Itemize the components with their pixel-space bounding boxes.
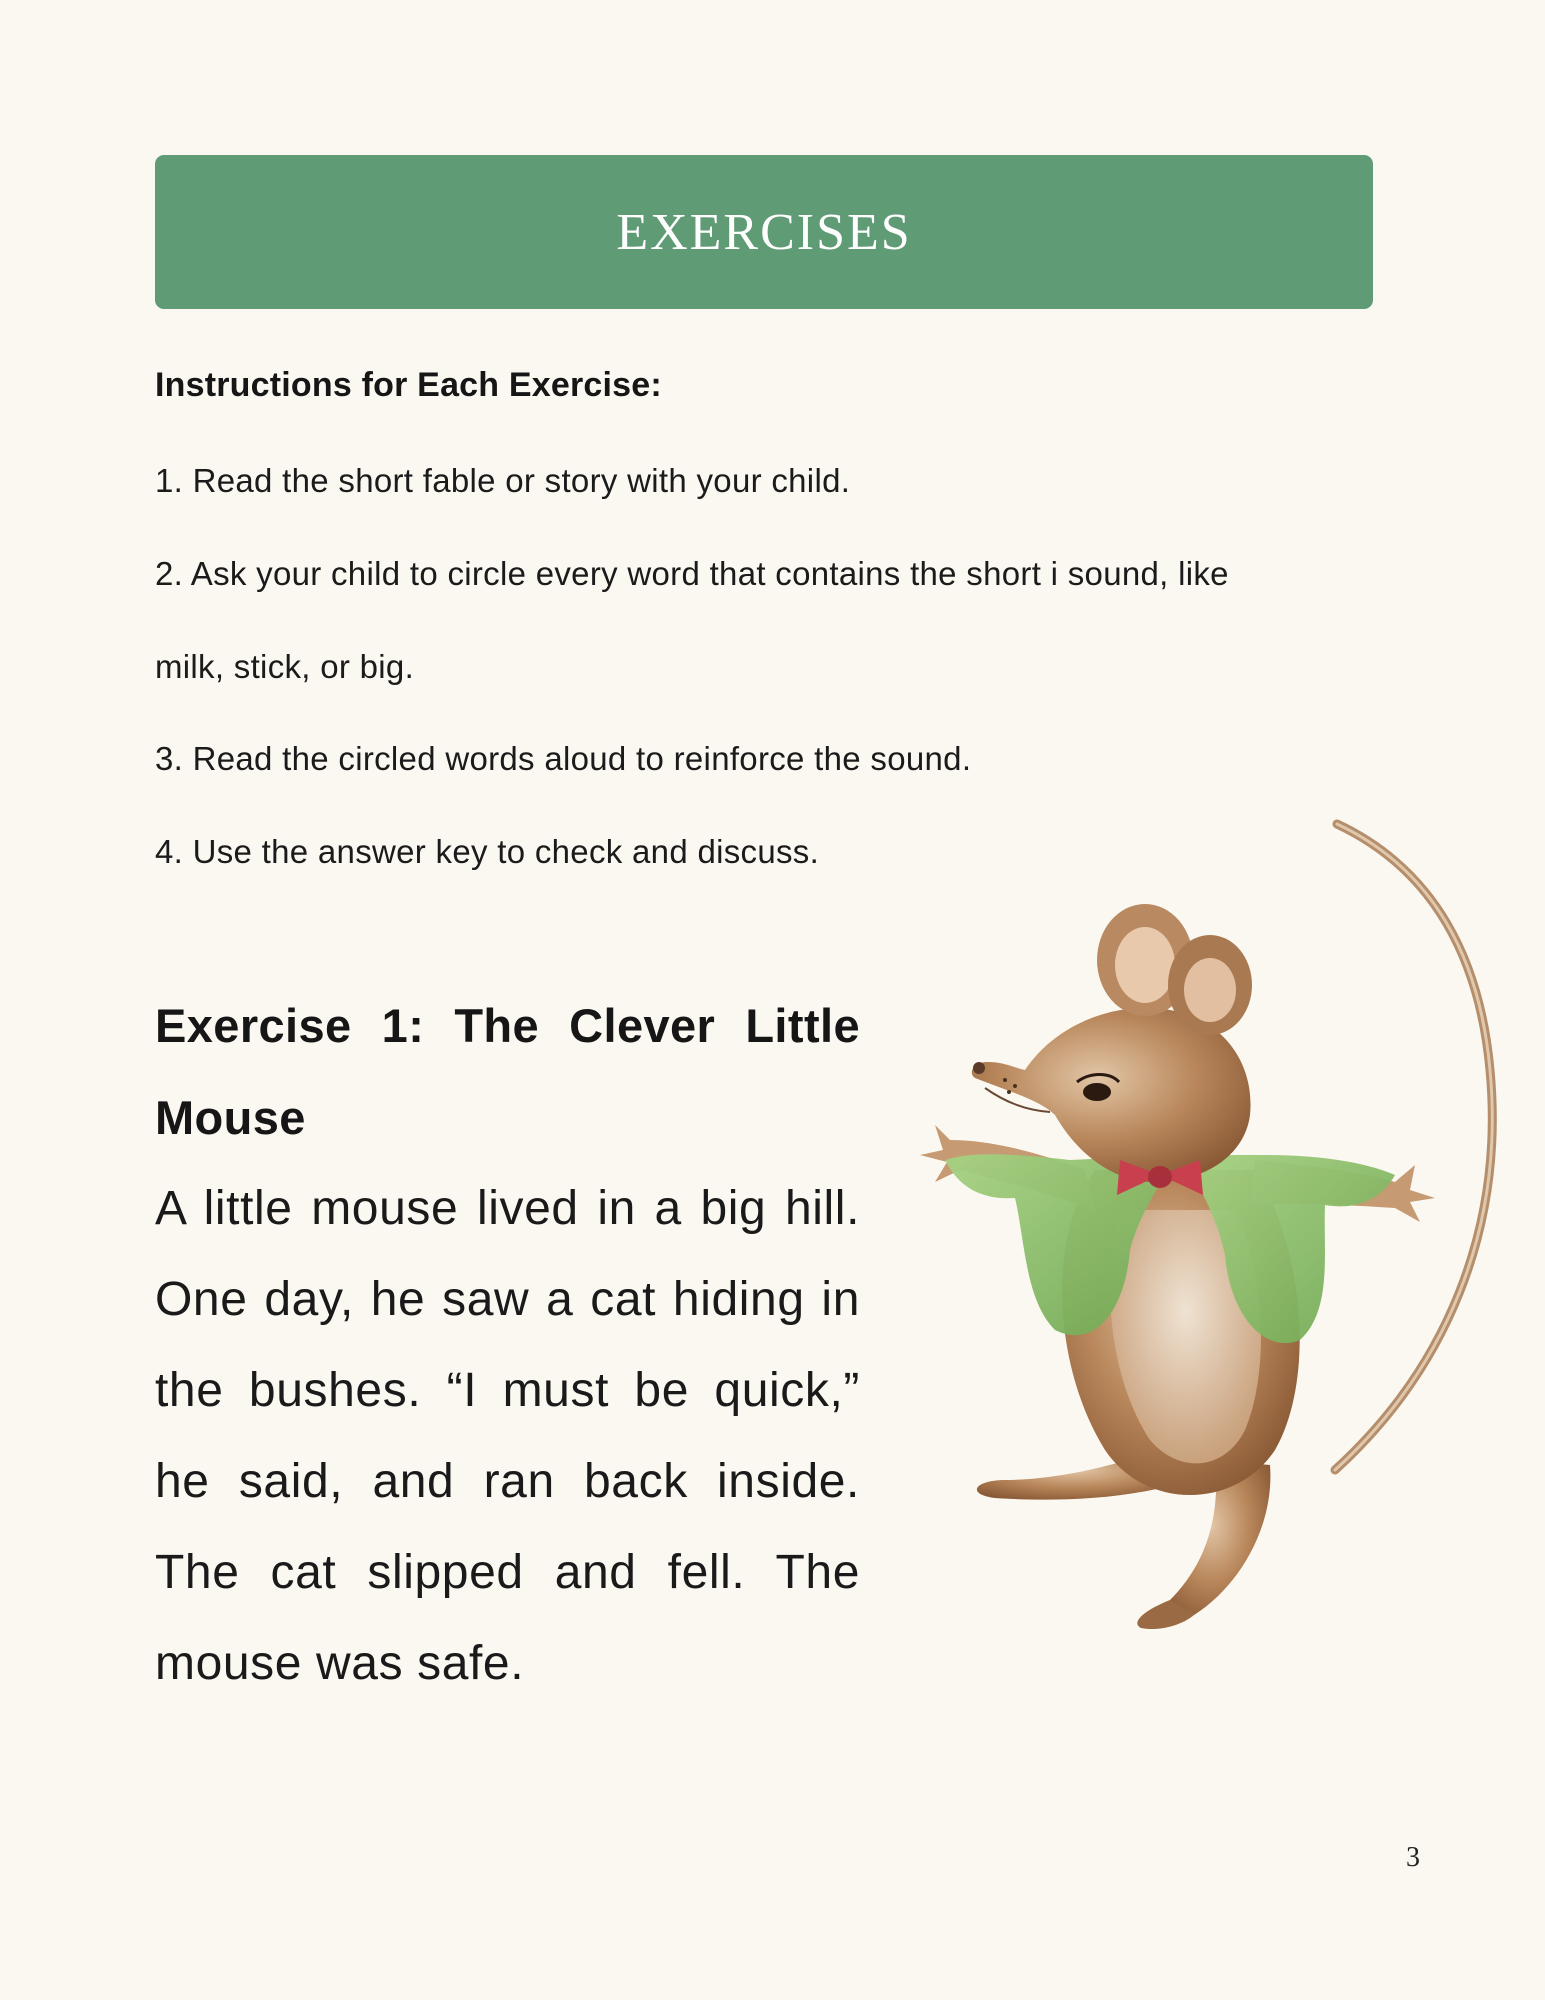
story-text: A little mouse lived in a big hill. One day, he saw a cat hiding in the bushes. “I must be quick,” he said, and ran back inside. The cat slipped and fell. The mouse was safe.: [155, 1182, 860, 1690]
mouse-illustration-icon: [905, 810, 1505, 1640]
instruction-step-4: 4. Use the answer key to check and discuss.: [155, 833, 820, 870]
instructions-heading: Instructions for Each Exercise:: [155, 366, 662, 404]
instruction-step-2: 2. Ask your child to circle every word that contains the short i sound, like: [155, 555, 1229, 592]
page-number: 3: [1406, 1842, 1420, 1873]
exercises-banner: [155, 155, 1373, 309]
instruction-step-1: 1. Read the short fable or story with your child.: [155, 462, 851, 499]
banner-title: EXERCISES: [616, 203, 912, 261]
instruction-step-2-continued: milk, stick, or big.: [155, 648, 415, 685]
exercise-title: Exercise 1: The Clever Little Mouse: [155, 999, 860, 1144]
instruction-step-3: 3. Read the circled words aloud to reinforce the sound.: [155, 740, 972, 777]
